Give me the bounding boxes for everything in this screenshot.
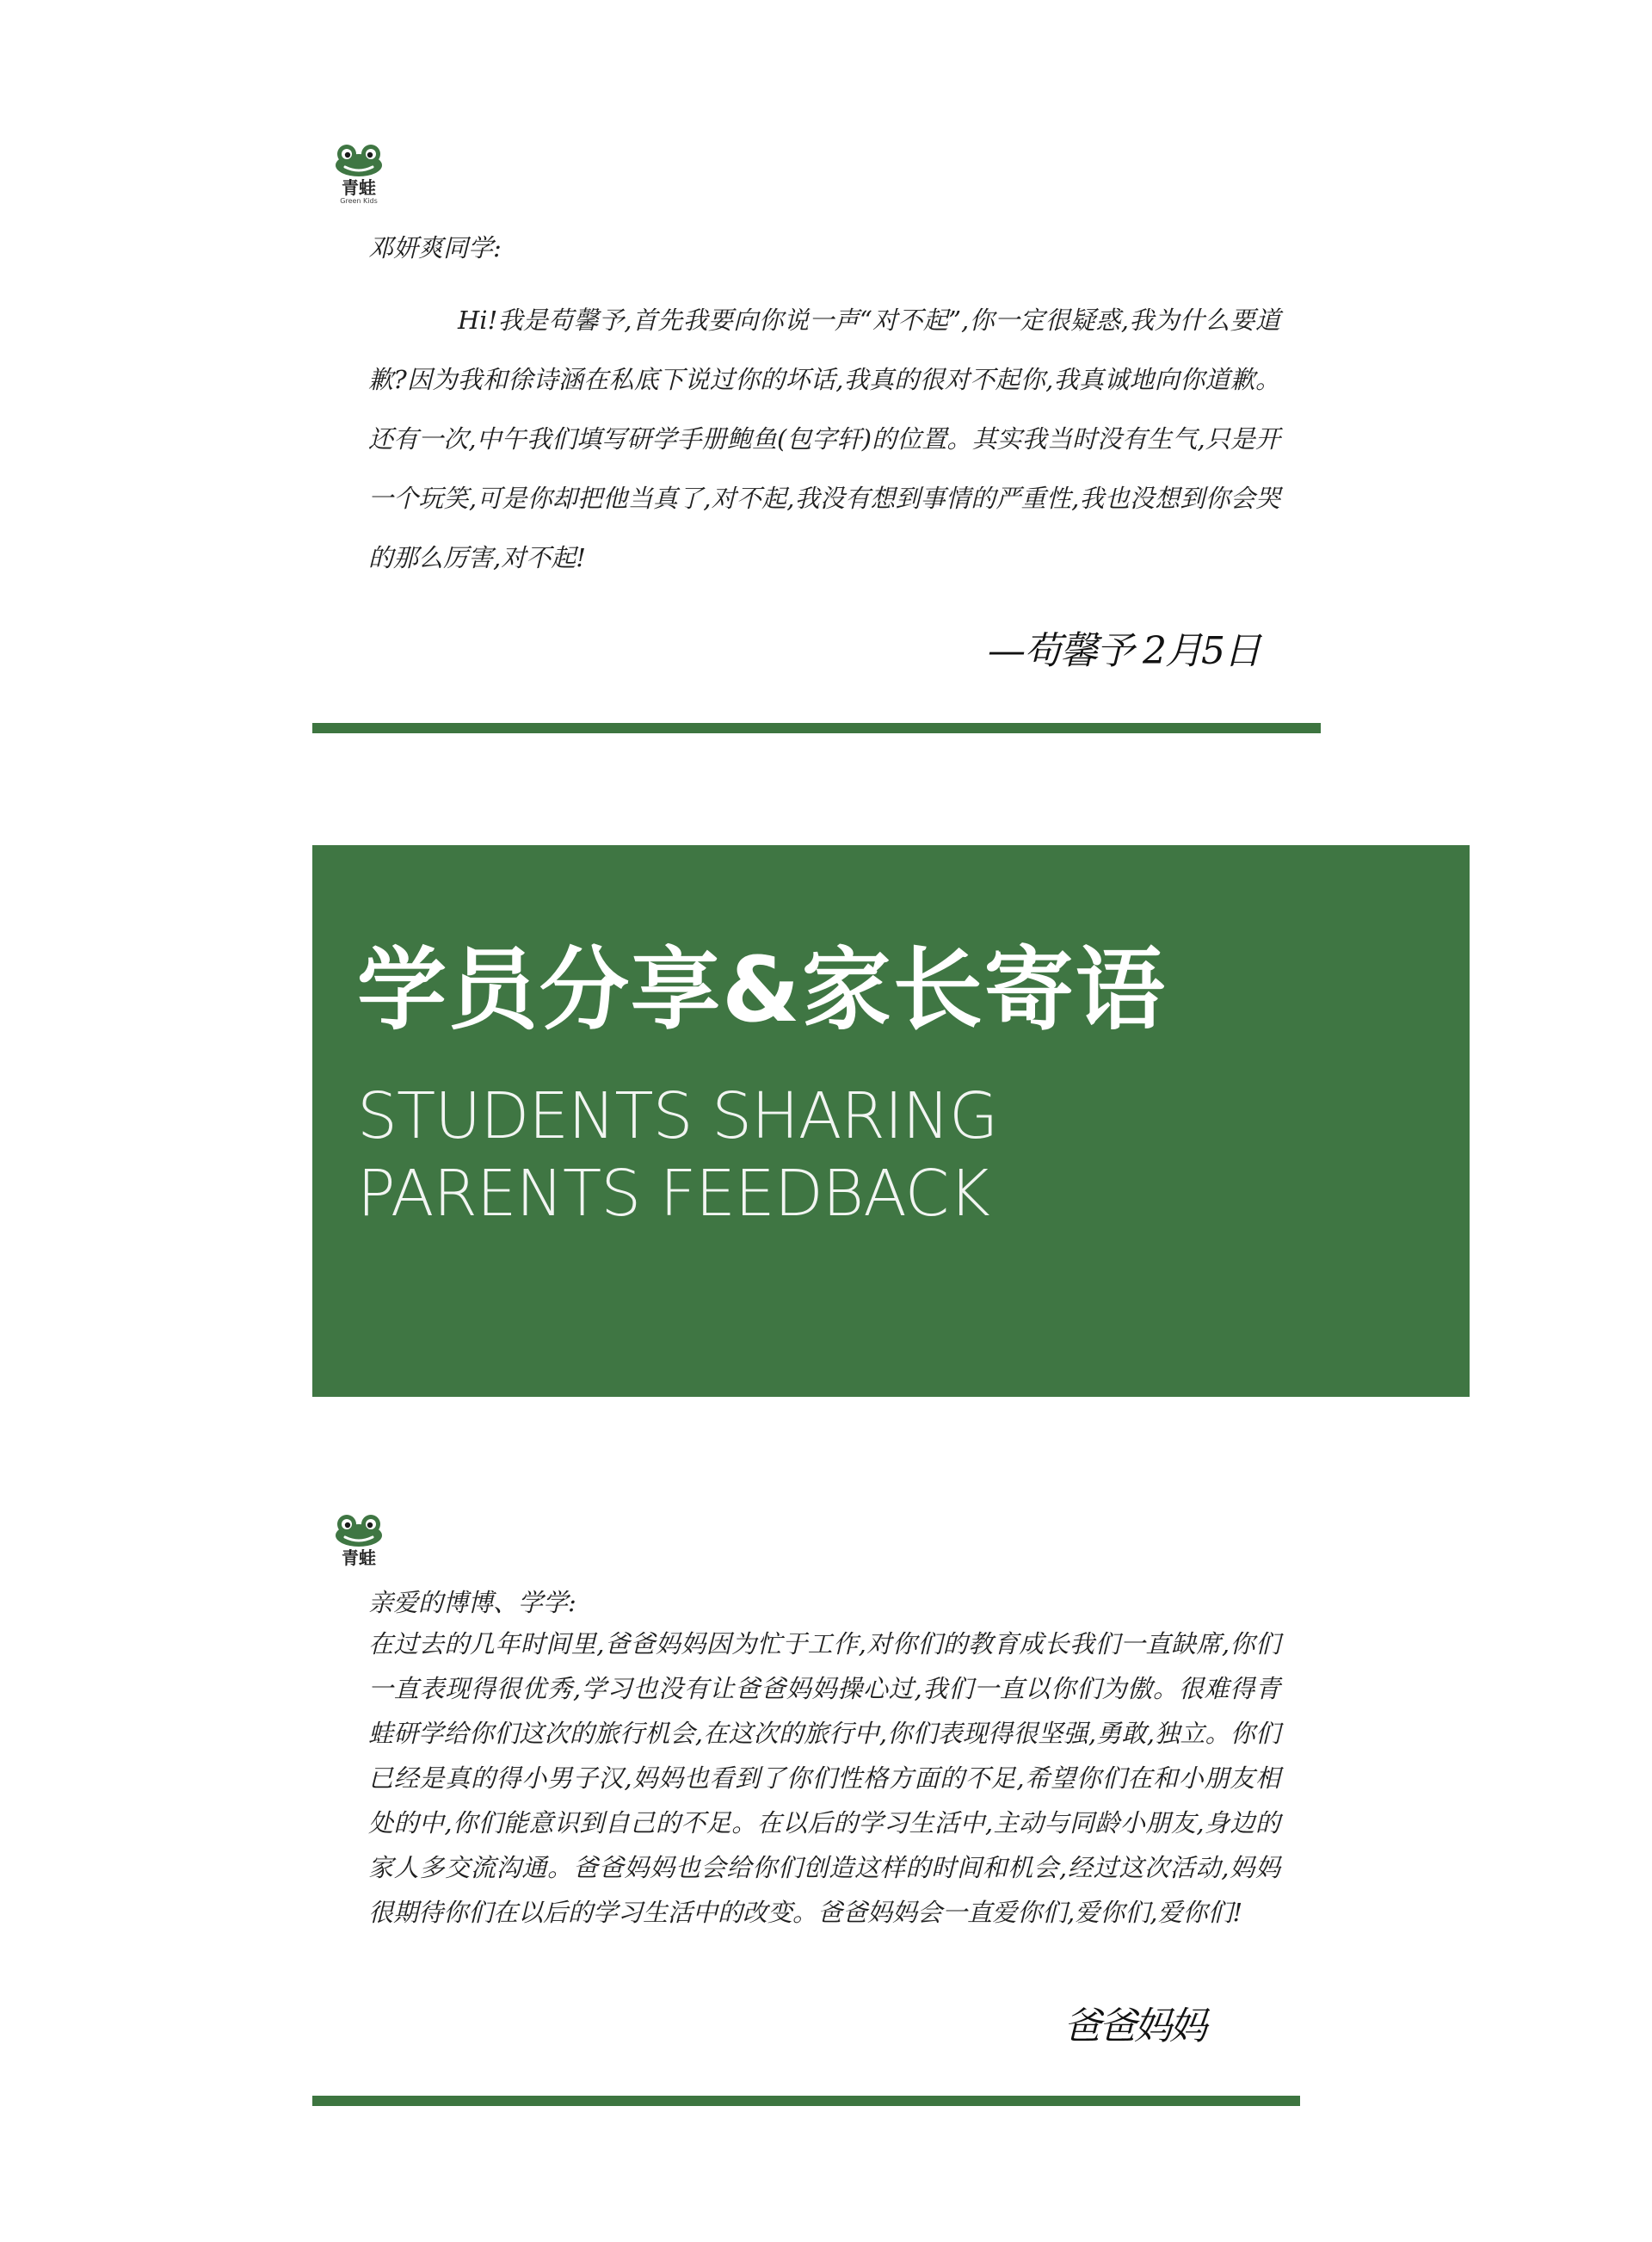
letter-greeting: 亲爱的博博、学学:: [368, 1588, 576, 1617]
logo-text-cn: 青蛙: [342, 177, 376, 198]
logo-text-en: Green Kids: [340, 197, 378, 205]
logo-text-cn: 青蛙: [342, 1547, 376, 1568]
student-signature: —苟馨予 2月5日: [988, 629, 1260, 673]
banner-title-en-line1: STUDENTS SHARING: [357, 1079, 998, 1153]
banner-title-cn: 学员分享&家长寄语: [357, 937, 1167, 1042]
parent-signature: 爸爸妈妈: [1063, 2004, 1205, 2048]
frog-icon: [333, 1513, 385, 1547]
logo-top: [329, 143, 389, 205]
parent-letter: [368, 1584, 1280, 1935]
section-banner: [312, 845, 1470, 1397]
letter-body: 在过去的几年时间里,爸爸妈妈因为忙于工作,对你们的教育成长我们一直缺席,你们一直表现得很优秀,学习也没有让爸爸妈妈操心过,我们一直以你们为傲。很难得青蛙研学给你们这次的旅行机会,在这次的旅行中,你们表现得很坚强,勇敢,独立。你们已经是真的得小男子汉,妈妈也看到了你们性格方面的不足,希望你们在和小朋友相处的中,你们能意识到自己的不足。在以后的学习生活中,主动与同龄小朋友,身边的家人多交流沟通。爸爸妈妈也会给你们创造这样的时间和机会,经过这次活动,妈妈很期待你们在以后的学习生活中的改变。爸爸妈妈会一直爱你们,爱你们,爱你们!: [368, 1629, 1280, 1927]
letter-greeting: 邓妍爽同学:: [368, 233, 502, 262]
divider-rule-bottom: [312, 2096, 1300, 2106]
banner-title-en-line2: PARENTS FEEDBACK: [357, 1157, 989, 1231]
logo-bottom: [329, 1513, 389, 1567]
divider-rule-top: [312, 723, 1321, 733]
frog-icon: [333, 143, 385, 177]
student-letter: [368, 231, 1280, 588]
letter-body: Hi!我是苟馨予,首先我要向你说一声“对不起”,你一定很疑惑,我为什么要道歉?因为我和徐诗涵在私底下说过你的坏话,我真的很对不起你,我真诚地向你道歉。还有一次,中午我们填写研学手册鲍鱼(包字轩)的位置。其实我当时没有生气,只是开一个玩笑,可是你却把他当真了,对不起,我没有想到事情的严重性,我也没想到你会哭的那么厉害,对不起!: [368, 306, 1280, 572]
